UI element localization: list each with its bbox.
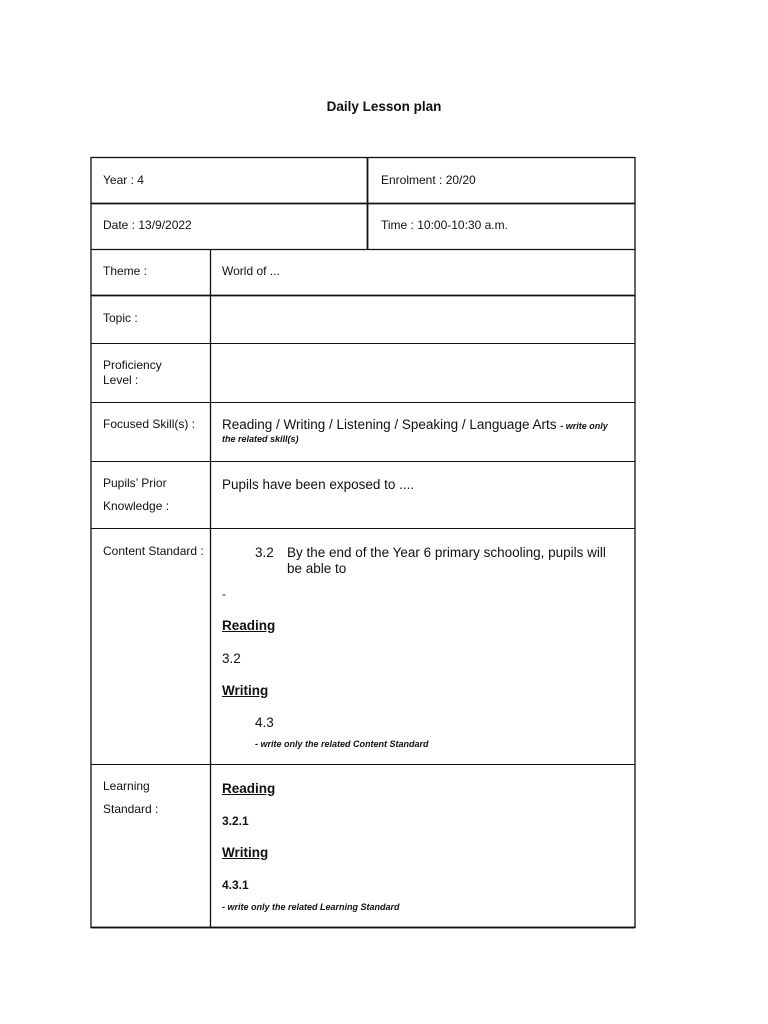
- theme-value: World of ...: [222, 264, 280, 278]
- prior-knowledge-label-line1: Pupils’ Prior: [103, 476, 167, 490]
- focused-skills-value: [222, 417, 608, 434]
- topic-label: Topic :: [103, 311, 138, 325]
- focused-skills-label: Focused Skill(s) :: [103, 417, 196, 431]
- content-standard-label: Content Standard :: [103, 544, 204, 558]
- content-standard-note: - write only the related Content Standard: [255, 739, 429, 749]
- prior-knowledge-value: Pupils have been exposed to ....: [222, 477, 415, 492]
- enrolment-text: Enrolment : 20/20: [381, 173, 476, 187]
- learning-standard-writing-heading: Writing: [222, 845, 269, 860]
- content-standard-writing-heading: Writing: [222, 683, 269, 698]
- learning-standard-reading-heading: Reading: [222, 781, 276, 796]
- content-standard-dash: -: [222, 587, 226, 601]
- focused-skills-note-part2: the related skill(s): [222, 434, 299, 444]
- proficiency-label-line2: Level :: [103, 373, 139, 387]
- learning-standard-label-line2: Standard :: [103, 802, 159, 816]
- content-standard-item-text-line1: By the end of the Year 6 primary schooling, pupils will: [287, 545, 606, 560]
- theme-label: Theme :: [103, 264, 148, 278]
- year-text: Year : 4: [103, 173, 144, 187]
- time-text: Time : 10:00-10:30 a.m.: [381, 218, 508, 232]
- learning-standard-reading-value: 3.2.1: [222, 814, 249, 828]
- proficiency-label-line1: Proficiency: [103, 358, 162, 372]
- content-standard-item-text-line2: be able to: [287, 561, 347, 576]
- learning-standard-writing-value: 4.3.1: [222, 878, 249, 892]
- date-text: Date : 13/9/2022: [103, 218, 192, 232]
- content-standard-reading-value: 3.2: [222, 651, 241, 666]
- content-standard-reading-heading: Reading: [222, 618, 276, 633]
- learning-standard-label-line1: Learning: [103, 779, 150, 793]
- focused-skills-note-part1: - write only: [560, 421, 608, 431]
- prior-knowledge-label-line2: Knowledge :: [103, 499, 170, 513]
- content-standard-item-number: 3.2: [255, 545, 274, 560]
- content-standard-writing-value: 4.3: [255, 715, 274, 730]
- learning-standard-note: - write only the related Learning Standard: [222, 902, 400, 912]
- page-title: Daily Lesson plan: [326, 99, 442, 114]
- focused-skills-text: Reading / Writing / Listening / Speaking / Language Arts: [222, 417, 557, 432]
